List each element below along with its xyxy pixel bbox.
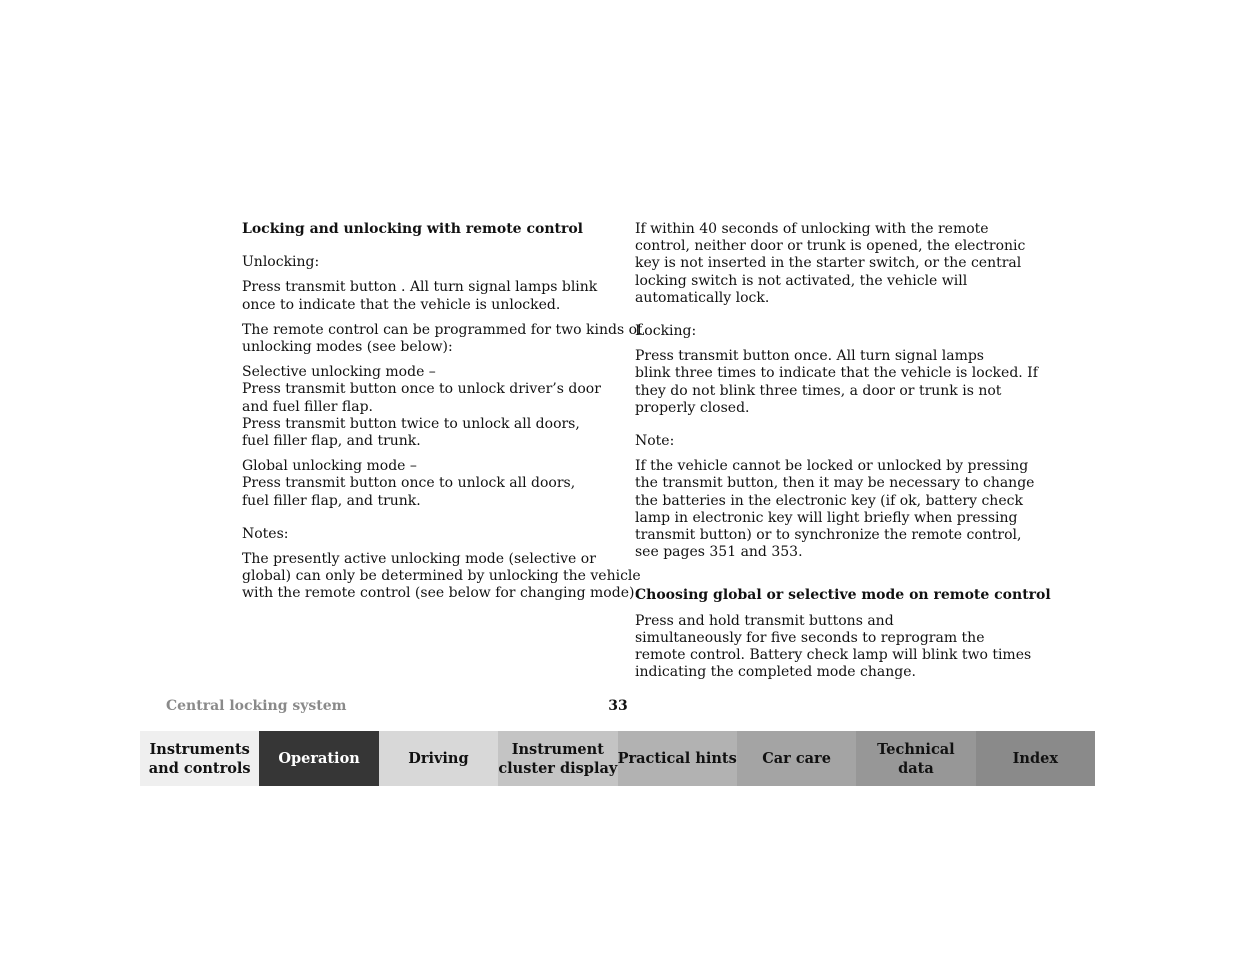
text-line: If the vehicle cannot be locked or unlocked by pressing — [635, 458, 1029, 475]
text-line: Press and hold transmit buttons and — [635, 612, 894, 629]
nav-tab-instruments-and-controls[interactable]: Instruments and controls — [140, 731, 259, 786]
text-line: automatically lock. — [635, 289, 770, 306]
nav-tab-instrument-cluster-display[interactable]: Instrument cluster display — [498, 731, 617, 786]
text-line: Press transmit button once to unlock all doors, — [242, 475, 576, 492]
nav-tab-operation[interactable]: Operation — [259, 731, 378, 786]
text-line: they do not blink three times, a door or trunk is not — [635, 382, 1002, 399]
nav-tab-driving[interactable]: Driving — [379, 731, 498, 786]
text-line: Selective unlocking mode – — [242, 364, 436, 381]
right-column — [635, 221, 1051, 681]
footer-section-title: Central locking system — [166, 698, 347, 714]
text-line: locking switch is not activated, the vehicle will — [635, 272, 968, 289]
text-line: Press transmit button . All turn signal lamps blink — [242, 279, 598, 296]
text-line: Press transmit button twice to unlock all doors, — [242, 415, 580, 432]
notes-label: Notes: — [242, 525, 289, 542]
nav-tab-car-care[interactable]: Car care — [737, 731, 856, 786]
text-line: indicating the completed mode change. — [635, 664, 916, 681]
text-line: remote control. Battery check lamp will blink two times — [635, 647, 1032, 664]
text-line: key is not inserted in the starter switch, or the central — [635, 255, 1022, 272]
text-line: properly closed. — [635, 399, 750, 416]
text-line: see pages 351 and 353. — [635, 544, 803, 561]
page-number: 33 — [608, 698, 628, 714]
text-line: The remote control can be programmed for two kinds of — [242, 321, 643, 338]
text-line: Press transmit button once. All turn signal lamps — [635, 348, 984, 365]
text-line: once to indicate that the vehicle is unlocked. — [242, 296, 561, 313]
text-line: lamp in electronic key will light briefly when pressing — [635, 509, 1018, 526]
text-line: global) can only be determined by unlocking the vehicle — [242, 568, 641, 585]
unlocking-label: Unlocking: — [242, 254, 320, 271]
text-line: blink three times to indicate that the vehicle is locked. If — [635, 365, 1038, 382]
text-line: control, neither door or trunk is opened, the electronic — [635, 238, 1026, 255]
text-line: fuel filler flap, and trunk. — [242, 492, 421, 509]
section-heading-mode: Choosing global or selective mode on remote control — [635, 587, 1051, 604]
nav-tab-practical-hints[interactable]: Practical hints — [618, 731, 737, 786]
text-line: simultaneously for five seconds to reprogram the — [635, 629, 985, 646]
text-line: the transmit button, then it may be necessary to change — [635, 475, 1035, 492]
locking-label: Locking: — [635, 323, 697, 340]
text-line: The presently active unlocking mode (selective or — [242, 551, 596, 568]
text-line: and fuel filler flap. — [242, 398, 374, 415]
nav-tab-technical-data[interactable]: Technical data — [856, 731, 975, 786]
chapter-nav-bar — [140, 731, 1095, 786]
left-column — [242, 221, 643, 603]
text-line: fuel filler flap, and trunk. — [242, 433, 421, 450]
text-line: Press transmit button once to unlock driver’s door — [242, 381, 601, 398]
text-line: unlocking modes (see below): — [242, 339, 453, 356]
note-label: Note: — [635, 433, 675, 450]
text-line: Global unlocking mode – — [242, 458, 417, 475]
text-line: the batteries in the electronic key (if ok, battery check — [635, 492, 1023, 509]
text-line: with the remote control (see below for changing mode). — [242, 585, 639, 602]
text-line: If within 40 seconds of unlocking with the remote — [635, 221, 989, 237]
section-heading: Locking and unlocking with remote control — [242, 221, 583, 237]
nav-tab-index[interactable]: Index — [976, 731, 1095, 786]
text-line: transmit button) or to synchronize the remote control, — [635, 527, 1022, 544]
